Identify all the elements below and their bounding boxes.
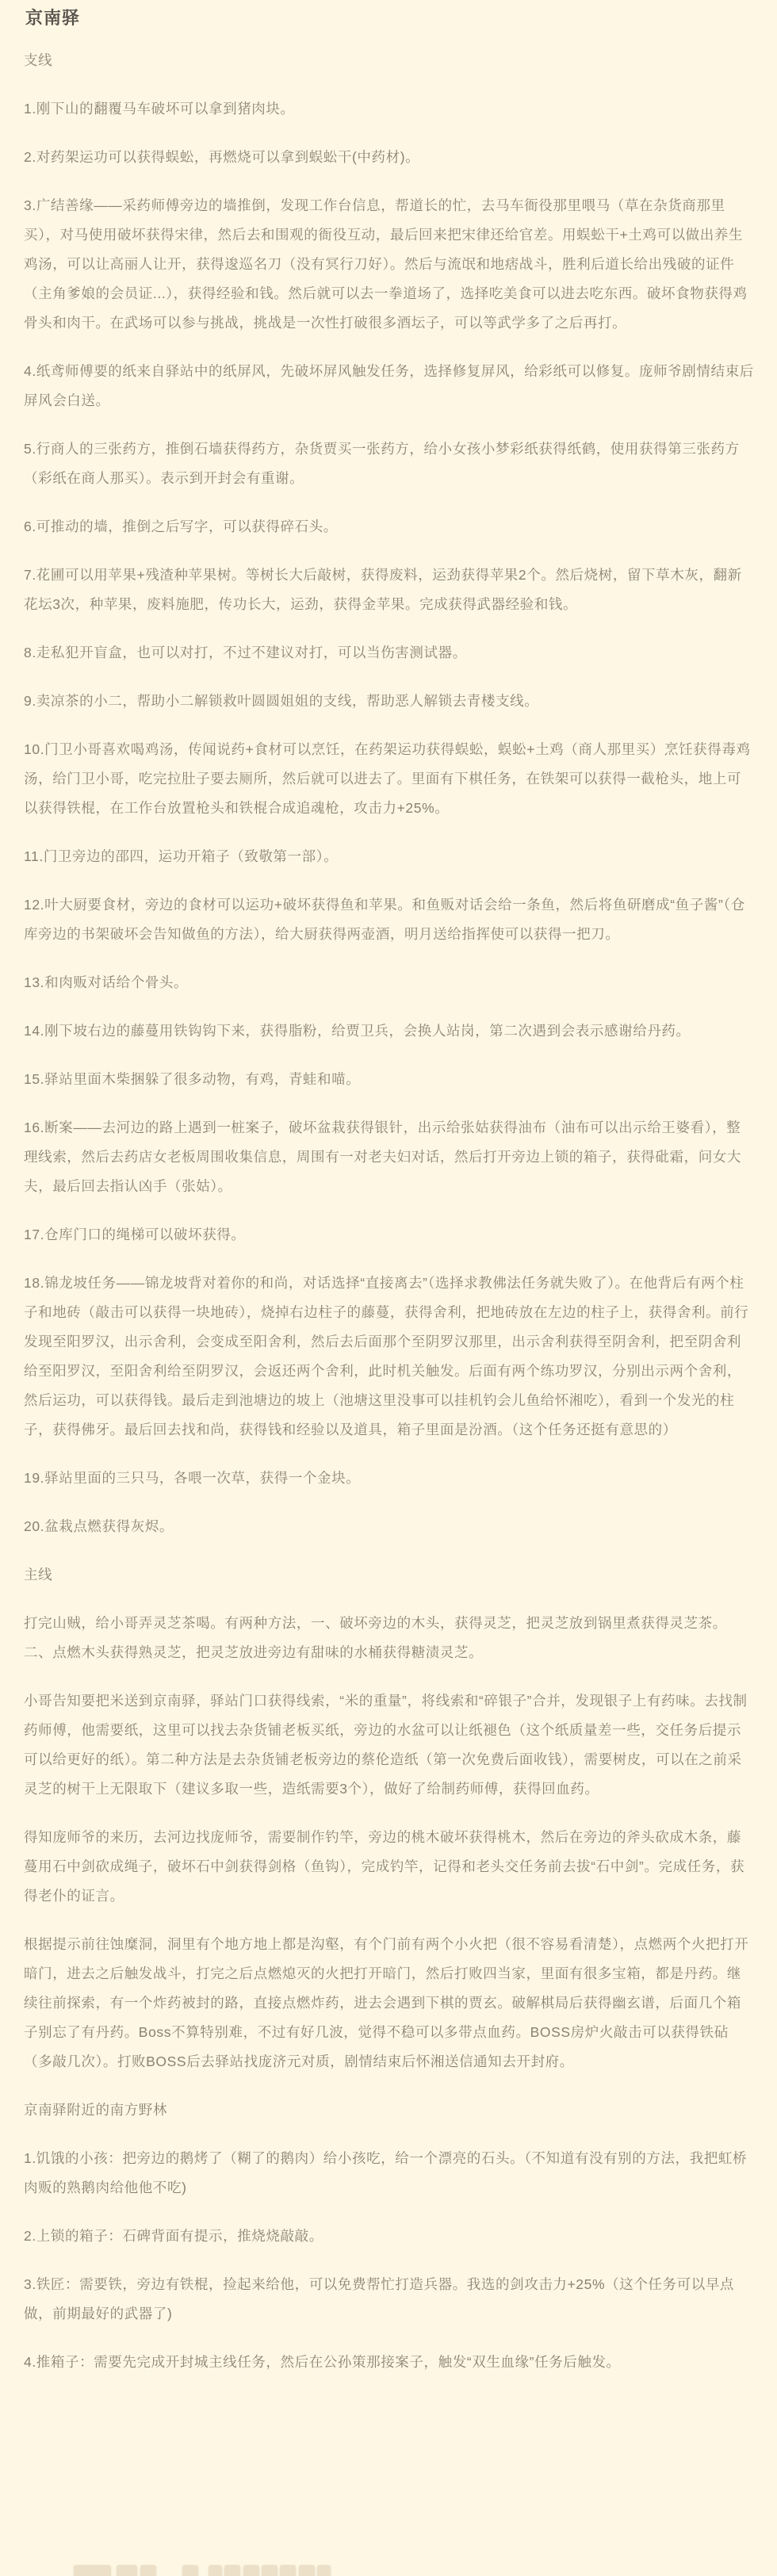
guide-item: 11.门卫旁边的邵四，运功开箱子（致敬第一部）。 <box>24 848 339 864</box>
guide-item: 3.广结善缘——采药师傅旁边的墙推倒，发现工作台信息，帮道长的忙，去马车衙役那里喂马（草在杂货商那里买），对马使用破坏获得宋律，然后去和围观的衙役互动，最后回来把宋律还给官差。用蜈蚣干+土鸡可以做出养生鸡汤，可以让高丽人让开，获得逡巡名刀（没有冥行刀好）。然后与流氓和地痞战斗，胜利后道长给出残破的证件（主角爹娘的会员证...），获得经验和钱。然后就可以去一拳道场了，选择吃美食可以进去吃东西。破坏食物获得鸡骨头和肉干。在武场可以参与挑战，挑战是一次性打破很多酒坛子，可以等武学多了之后再打。 <box>24 197 748 331</box>
guide-item: 13.和肉贩对话给个骨头。 <box>24 974 189 990</box>
cut-off-glyph <box>224 2565 240 2576</box>
guide-item: 12.叶大厨要食材，旁边的食材可以运功+破坏获得鱼和苹果。和鱼贩对话会给一条鱼，然后将鱼研磨成“鱼子酱”（仓库旁边的书架破坏会告知做鱼的方法），给大厨获得两壶酒，明月送给指挥使可以获得一把刀。 <box>24 897 745 942</box>
cut-off-glyph <box>209 2565 222 2576</box>
guide-item: 15.驿站里面木柴捆躲了很多动物，有鸡，青蛙和喵。 <box>24 1071 361 1087</box>
guide-item: 1.饥饿的小孩：把旁边的鹅烤了（糊了的鹅肉）给小孩吃，给一个漂亮的石头。（不知道有没有别的方法，我把虹桥肉贩的熟鹅肉给他他不吃) <box>24 2150 748 2195</box>
cut-off-glyph <box>74 2565 111 2576</box>
cut-off-glyph <box>317 2565 331 2576</box>
guide-item: 4.推箱子：需要先完成开封城主线任务，然后在公孙策那接案子，触发“双生血缘”任务后触发。 <box>24 2354 621 2370</box>
guide-item: 19.驿站里面的三只马，各喂一次草，获得一个金块。 <box>24 1470 361 1486</box>
guide-item: 打完山贼，给小哥弄灵芝茶喝。有两种方法，一、破坏旁边的木头，获得灵芝，把灵芝放到锅里煮获得灵芝茶。二、点燃木头获得熟灵芝，把灵芝放进旁边有甜味的水桶获得糖渍灵芝。 <box>24 1615 727 1660</box>
guide-item: 2.上锁的箱子：石碑背面有提示，推烧烧敲敲。 <box>24 2228 323 2244</box>
cut-off-glyph <box>299 2565 315 2576</box>
cut-off-glyph <box>280 2565 296 2576</box>
guide-item: 得知庞师爷的来历，去河边找庞师爷，需要制作钓竿，旁边的桃木破坏获得桃木，然后在旁边的斧头砍成木条，藤蔓用石中剑砍成绳子，破坏石中剑获得剑格（鱼钩），完成钓竿，记得和老头交任务前去拔“石中剑”。完成任务，获得老仆的证言。 <box>24 1829 745 1904</box>
guide-item: 14.刚下坡右边的藤蔓用铁钩钩下来，获得脂粉，给贾卫兵，会换人站岗，第二次遇到会表示感谢给丹药。 <box>24 1023 691 1039</box>
document-body <box>24 46 755 2377</box>
section-heading: 支线 <box>24 52 53 68</box>
cut-off-glyph <box>140 2565 156 2576</box>
page-title: 京南驿 <box>25 8 81 28</box>
guide-item: 8.走私犯开盲盒，也可以对打，不过不建议对打，可以当伤害测试器。 <box>24 645 467 660</box>
guide-item: 18.锦龙坡任务——锦龙坡背对着你的和尚，对话选择“直接离去”（选择求教佛法任务就失败了）。在他背后有两个柱子和地砖（敲击可以获得一块地砖），烧掉右边柱子的藤蔓，获得舍利，把地砖放在左边的柱子上，获得舍利。前行发现至阳罗汉，出示舍利，会变成至阳舍利，然后去后面那个至阴罗汉那里，出示舍利获得至阴舍利，把至阴舍利给至阳罗汉，至阳舍利给至阴罗汉，会返还两个舍利，此时机关触发。后面有两个练功罗汉，分别出示两个舍利，然后运功，可以获得钱。最后走到池塘边的坡上（池塘这里没事可以挂机钓会儿鱼给怀湘吃），看到一个发光的柱子，获得佛牙。最后回去找和尚，获得钱和经验以及道具，箱子里面是汾酒。（这个任务还挺有意思的） <box>24 1275 749 1437</box>
guide-item: 7.花圃可以用苹果+残渣种苹果树。等树长大后敲树，获得废料，运劲获得苹果2个。然后烧树，留下草木灰，翻新花坛3次，种苹果，废料施肥，传功长大，运劲，获得金苹果。完成获得武器经验和钱。 <box>24 567 742 612</box>
section-heading: 主线 <box>24 1567 53 1583</box>
cut-off-text-row <box>74 2565 331 2572</box>
guide-item: 17.仓库门口的绳梯可以破坏获得。 <box>24 1227 246 1242</box>
section-heading: 京南驿附近的南方野林 <box>24 2102 167 2118</box>
guide-item: 10.门卫小哥喜欢喝鸡汤，传闻说药+食材可以烹饪，在药架运功获得蜈蚣，蜈蚣+土鸡（商人那里买）烹饪获得毒鸡汤，给门卫小哥，吃完拉肚子要去厕所，然后就可以进去了。里面有下棋任务，在铁架可以获得一截枪头，地上可以获得铁棍，在工作台放置枪头和铁棍合成追魂枪，攻击力+25%。 <box>24 741 751 816</box>
cut-off-glyph <box>117 2565 137 2576</box>
guide-item: 根据提示前往蚀糜洞，洞里有个地方地上都是沟壑，有个门前有两个小火把（很不容易看清楚），点燃两个火把打开暗门，进去之后触发战斗，打完之后点燃熄灭的火把打开暗门，然后打败四当家，里面有很多宝箱，都是丹药。继续往前探索，有一个炸药被封的路，直接点燃炸药，进去会遇到下棋的贾玄。破解棋局后获得幽玄谱，后面几个箱子别忘了有丹药。Boss不算特别难，不过有好几波，觉得不稳可以多带点血药。BOSS房炉火敲击可以获得铁砧（多敲几次）。打败BOSS后去驿站找庞济元对质，剧情结束后怀湘送信通知去开封府。 <box>24 1936 749 2069</box>
guide-item: 20.盆栽点燃获得灰烬。 <box>24 1518 174 1534</box>
cut-off-glyph <box>182 2565 198 2576</box>
guide-item: 16.断案——去河边的路上遇到一桩案子，破坏盆栽获得银针，出示给张姑获得油布（油布可以出示给王婆看），整理线索，然后去药店女老板周围收集信息，周围有一对老夫妇对话，然后打开旁边上锁的箱子，获得砒霜，问女大夫，最后回去指认凶手（张姑）。 <box>24 1120 741 1194</box>
guide-item: 小哥告知要把米送到京南驿，驿站门口获得线索，“米的重量”，将线索和“碎银子”合并，发现银子上有药味。去找制药师傅，他需要纸，这里可以找去杂货铺老板买纸，旁边的水盆可以让纸褪色（这个纸质量差一些，交任务后提示可以给更好的纸）。第二种方法是去杂货铺老板旁边的蔡伦造纸（第一次免费后面收钱），需要树皮，可以在之前采灵芝的树干上无限取下（建议多取一些，造纸需要3个），做好了给制药师傅，获得回血药。 <box>24 1693 748 1797</box>
cut-off-glyph <box>243 2565 259 2576</box>
guide-item: 5.行商人的三张药方，推倒石墙获得药方，杂货贾买一张药方，给小女孩小梦彩纸获得纸鹤，使用获得第三张药方（彩纸在商人那买）。表示到开封会有重谢。 <box>24 441 740 486</box>
guide-item: 6.可推动的墙，推倒之后写字，可以获得碎石头。 <box>24 519 338 534</box>
cut-off-glyph <box>262 2565 278 2576</box>
guide-item: 1.刚下山的翻覆马车破坏可以拿到猪肉块。 <box>24 101 295 117</box>
guide-item: 2.对药架运功可以获得蜈蚣，再燃烧可以拿到蜈蚣干(中药材)。 <box>24 149 420 165</box>
guide-item: 3.铁匠：需要铁，旁边有铁棍，捡起来给他，可以免费帮忙打造兵器。我选的剑攻击力+25%（这个任务可以早点做，前期最好的武器了) <box>24 2276 735 2321</box>
guide-item: 9.卖凉茶的小二，帮助小二解锁救叶圆圆姐姐的支线，帮助恶人解锁去青楼支线。 <box>24 693 539 709</box>
guide-item: 4.纸鸢师傅要的纸来自驿站中的纸屏风，先破坏屏风触发任务，选择修复屏风，给彩纸可以修复。庞师爷剧情结束后屏风会白送。 <box>24 363 754 408</box>
